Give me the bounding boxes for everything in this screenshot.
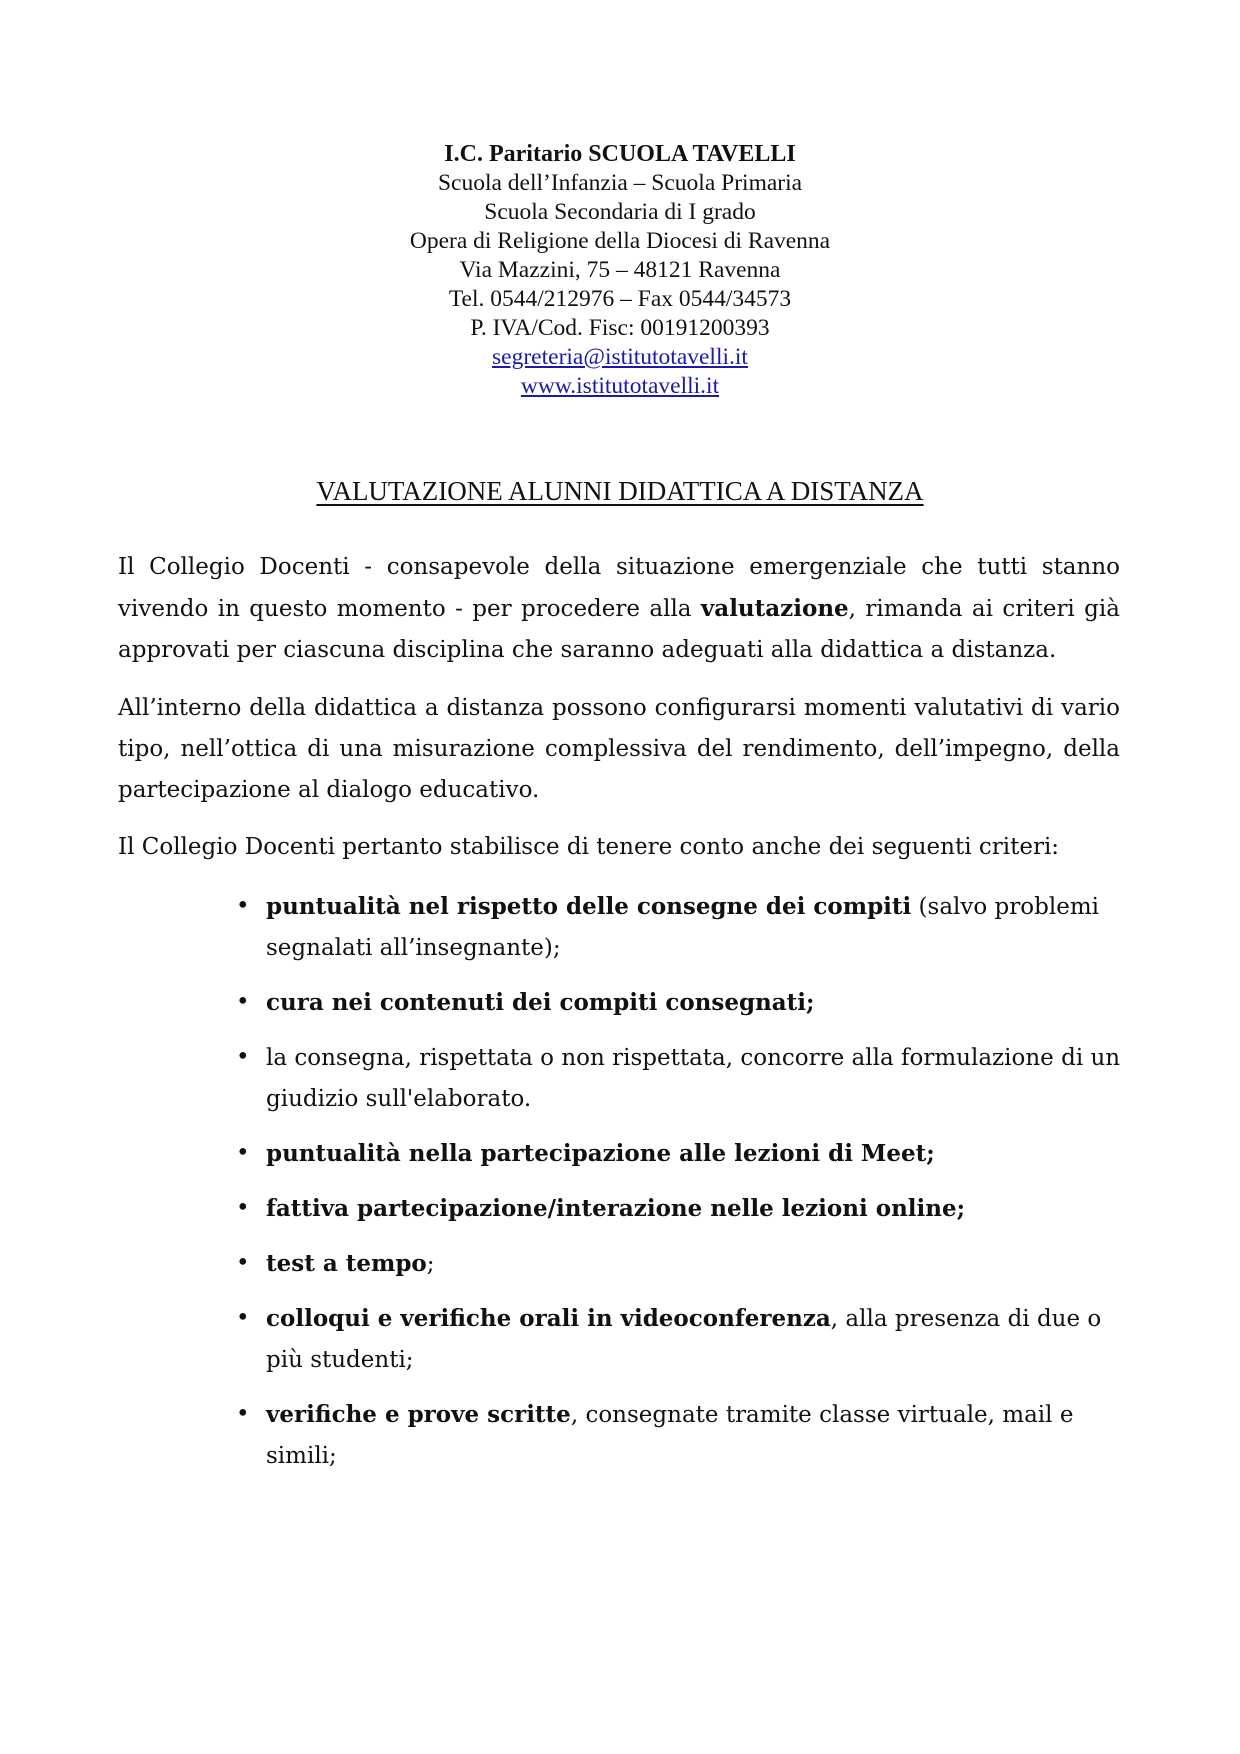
criterion-bold: cura nei contenuti dei compiti consegnati; bbox=[266, 989, 815, 1016]
list-item bbox=[236, 1243, 1126, 1285]
criterion-text: ; bbox=[426, 1251, 435, 1277]
criterion-bold: puntualità nella partecipazione alle lezioni di Meet; bbox=[266, 1140, 935, 1167]
bullet-icon: • bbox=[236, 1401, 250, 1427]
list-item bbox=[236, 1133, 1126, 1175]
letterhead bbox=[0, 140, 1240, 401]
bullet-icon: • bbox=[236, 1305, 250, 1331]
list-item bbox=[236, 1188, 1126, 1230]
list-item bbox=[236, 1298, 1126, 1381]
bullet-icon: • bbox=[236, 1044, 250, 1070]
secondary-school-line: Scuola Secondaria di I grado bbox=[484, 199, 756, 225]
paragraph-intro bbox=[118, 547, 1120, 671]
paragraph-intro-bold: valutazione bbox=[700, 595, 849, 622]
bullet-icon: • bbox=[236, 1250, 250, 1276]
paragraph-intro-end: , rimanda ai criteri già approvati per ciascuna disciplina che saranno adeguati alla didattica a distanza. bbox=[118, 596, 1120, 663]
list-item bbox=[236, 886, 1126, 969]
criteria-list bbox=[236, 886, 1126, 1490]
school-levels-line: Scuola dell’Infanzia – Scuola Primaria bbox=[437, 170, 803, 196]
criterion-text: la consegna, rispettata o non rispettata, concorre alla formulazione di un giudizio sull'elaborato. bbox=[266, 1045, 1121, 1112]
website-link[interactable]: www.istitutotavelli.it bbox=[520, 373, 720, 399]
paragraph-didactics: All’interno della didattica a distanza possono configurarsi momenti valutativi di vario tipo, nell’ottica di una misurazione complessiva del rendimento, dell’impegno, della partecipazione al dialogo educativo. bbox=[118, 695, 1120, 803]
bullet-icon: • bbox=[236, 1195, 250, 1221]
phone-fax-line: Tel. 0544/212976 – Fax 0544/34573 bbox=[448, 286, 792, 312]
criterion-bold: puntualità nel rispetto delle consegne dei compiti bbox=[266, 893, 912, 920]
criterion-bold: colloqui e verifiche orali in videoconferenza bbox=[266, 1305, 831, 1332]
document-title: VALUTAZIONE ALUNNI DIDATTICA A DISTANZA bbox=[316, 476, 924, 506]
diocese-line: Opera di Religione della Diocesi di Ravenna bbox=[409, 228, 831, 254]
list-item bbox=[236, 1394, 1126, 1477]
address-line: Via Mazzini, 75 – 48121 Ravenna bbox=[459, 257, 781, 283]
bullet-icon: • bbox=[236, 893, 250, 919]
criterion-bold: verifiche e prove scritte bbox=[266, 1401, 571, 1428]
criterion-text: , alla presenza di due o più studenti; bbox=[266, 1306, 1102, 1373]
vat-line: P. IVA/Cod. Fisc: 00191200393 bbox=[470, 315, 770, 341]
criterion-bold: fattiva partecipazione/interazione nelle lezioni online; bbox=[266, 1195, 966, 1222]
list-item bbox=[236, 1037, 1126, 1120]
school-name: I.C. Paritario SCUOLA TAVELLI bbox=[444, 141, 796, 167]
criterion-bold: test a tempo bbox=[266, 1250, 427, 1277]
list-item bbox=[236, 982, 1126, 1024]
bullet-icon: • bbox=[236, 1140, 250, 1166]
criterion-text: , consegnate tramite classe virtuale, mail e simili; bbox=[266, 1402, 1074, 1469]
paragraph-criteria-intro: Il Collegio Docenti pertanto stabilisce di tenere conto anche dei seguenti criteri: bbox=[118, 834, 1060, 860]
paragraph-intro-start: Il Collegio Docenti - consapevole della situazione emergenziale che tutti stanno vivendo in questo momento - per procedere alla bbox=[118, 554, 1120, 622]
criterion-text: (salvo problemi segnalati all’insegnante); bbox=[266, 894, 1099, 961]
email-link[interactable]: segreteria@istitutotavelli.it bbox=[492, 344, 748, 370]
bullet-icon: • bbox=[236, 989, 250, 1015]
